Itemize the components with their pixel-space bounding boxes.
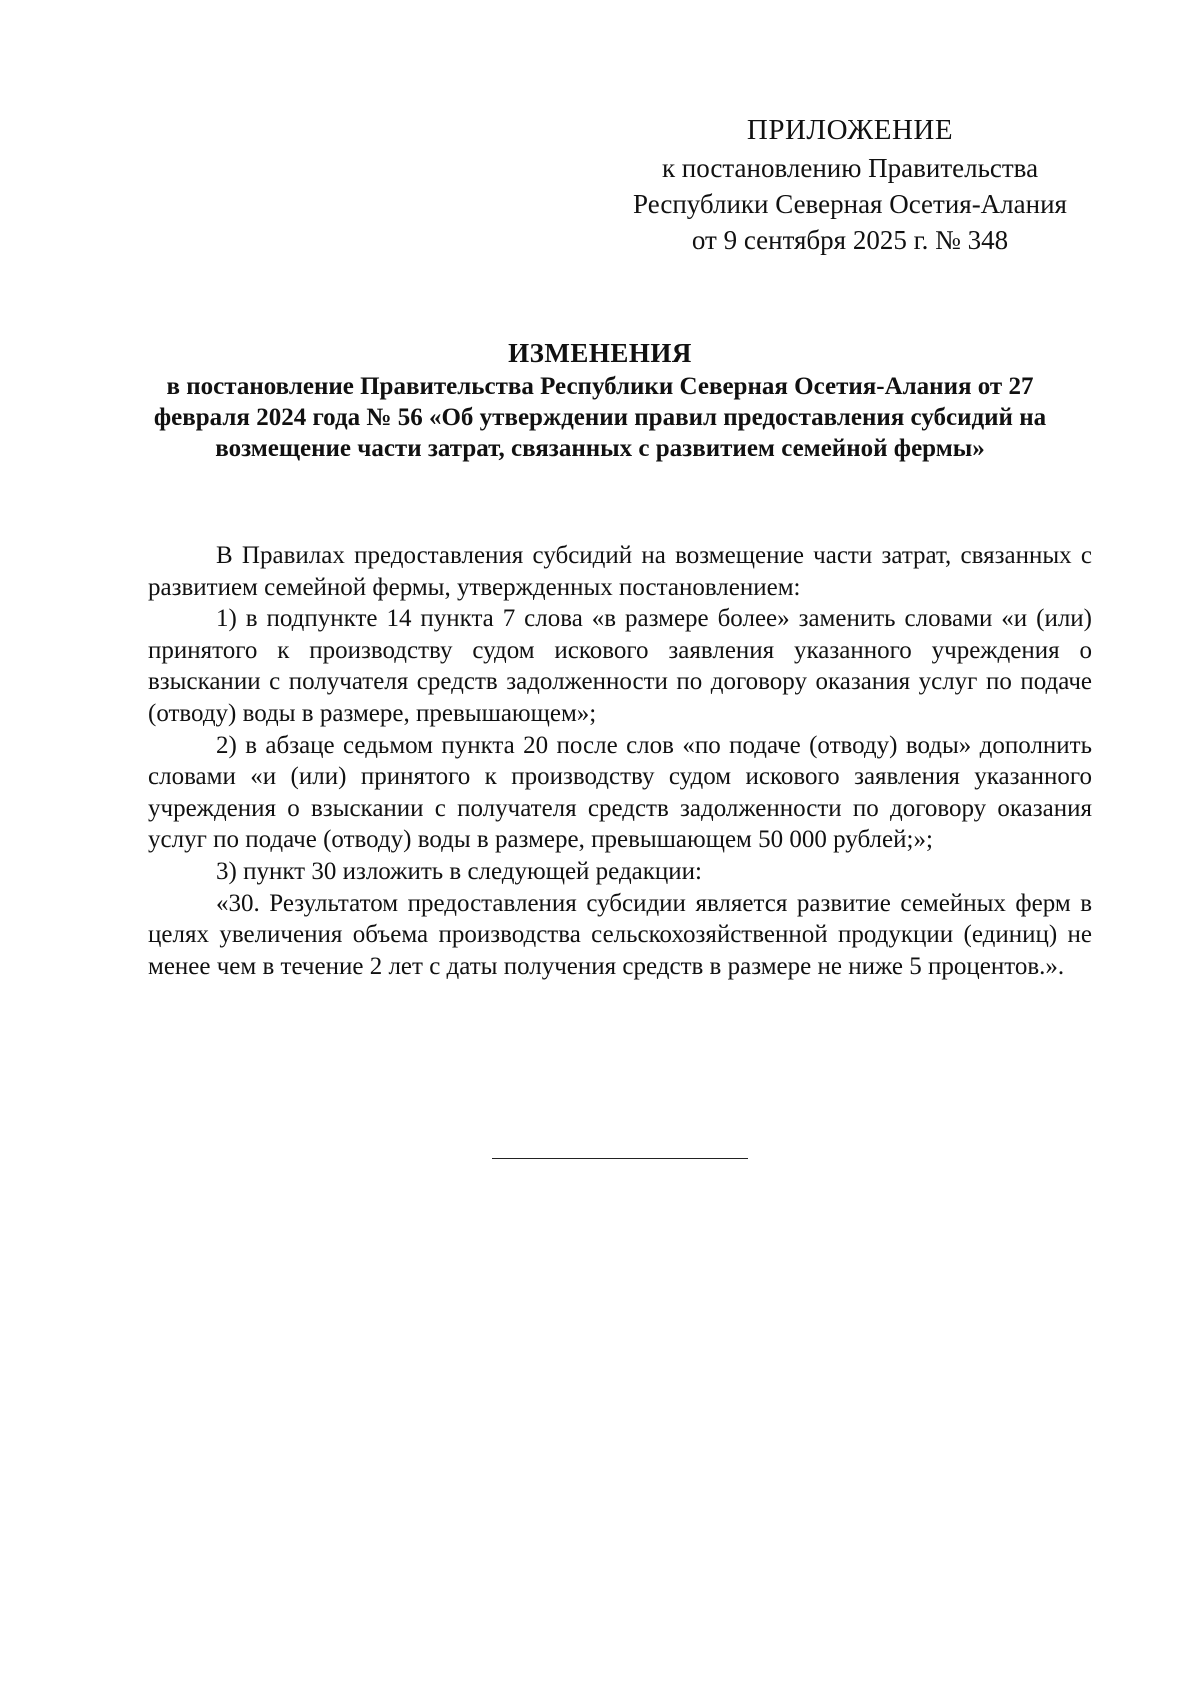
- body-intro: В Правилах предоставления субсидий на возмещение части затрат, связанных с развитием семейной фермы, утвержденных постановлением:: [148, 542, 1092, 601]
- annex-line-3: от 9 сентября 2025 г. № 348: [691, 225, 1009, 255]
- annex-line-2: Республики Северная Осетия-Алания: [633, 189, 1067, 219]
- body-item-1: 1) в подпункте 14 пункта 7 слова «в размере более» заменить словами «и (или) принятого к производству судом искового заявления указанного учреждения о взыскании с получателя средств задолженности по договору оказания услуг по подаче (отводу) воды в размере, превышающем»;: [148, 605, 1092, 727]
- annex-title: ПРИЛОЖЕНИЕ: [746, 114, 954, 146]
- document-heading: [140, 338, 1060, 464]
- body-item-2: 2) в абзаце седьмом пункта 20 после слов «по подаче (отводу) воды» дополнить словами «и (или) принятого к производству судом искового заявления указанного учреждения о взыскании с получателя средств задолженности по договору оказания услуг по подаче (отводу) воды в размере, превышающем 50 000 рублей;»;: [148, 731, 1092, 854]
- annex-block: [620, 112, 1080, 258]
- closing-divider: [492, 1158, 748, 1159]
- body-item-3-text: «30. Результатом предоставления субсидии является развитие семейных ферм в целях увеличения объема производства сельскохозяйственной продукции (единиц) не менее чем в течение 2 лет с даты получения средств в размере не ниже 5 процентов.».: [148, 889, 1092, 980]
- document-body: [148, 540, 1092, 982]
- heading-title: ИЗМЕНЕНИЯ: [508, 338, 692, 368]
- body-item-3: 3) пункт 30 изложить в следующей редакции:: [216, 857, 702, 885]
- heading-subtitle: в постановление Правительства Республики Северная Осетия-Алания от 27 февраля 2024 года № 56 «Об утверждении правил предоставления субсидий на возмещение части затрат, связанных с развитием семейной фермы»: [153, 373, 1047, 462]
- annex-line-1: к постановлению Правительства: [661, 153, 1039, 183]
